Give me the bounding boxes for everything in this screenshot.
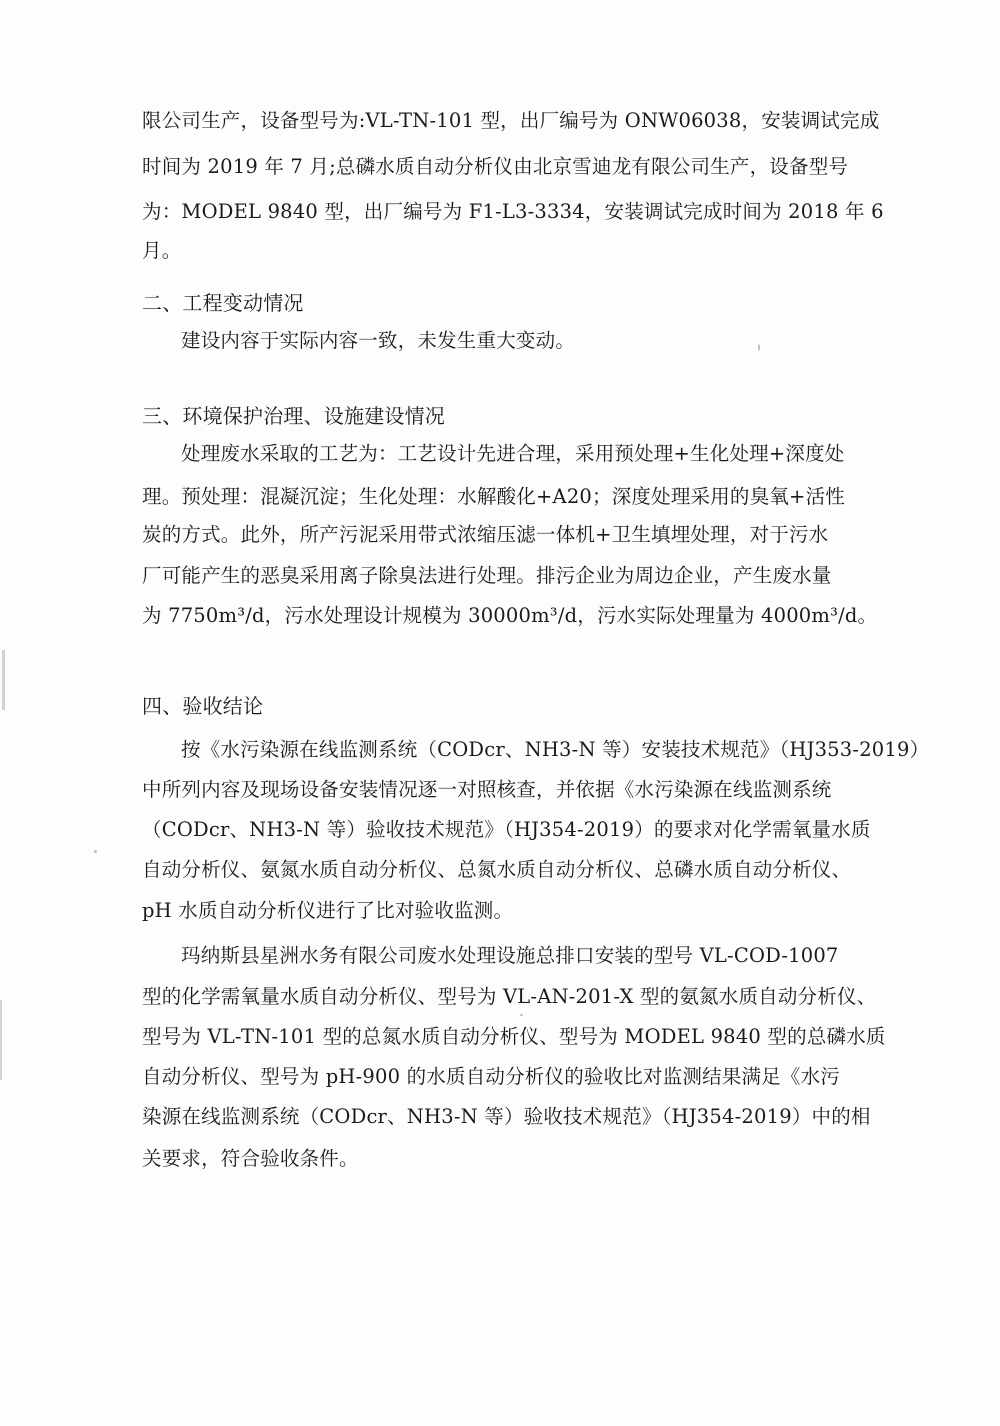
body-line: 限公司生产，设备型号为:VL-TN-101 型，出厂编号为 ONW06038，安装调试完成 <box>142 109 880 132</box>
body-line: 型号为 VL-TN-101 型的总氮水质自动分析仪、型号为 MODEL 9840 型的总磷水质 <box>142 1025 886 1048</box>
body-line: 按《水污染源在线监测系统（CODcr、NH3-N 等）安装技术规范》（HJ353-2019） <box>181 738 930 761</box>
body-line: pH 水质自动分析仪进行了比对验收监测。 <box>142 899 514 922</box>
scan-speck <box>520 1014 523 1016</box>
body-line: 厂可能产生的恶臭采用离子除臭法进行处理。排污企业为周边企业，产生废水量 <box>142 564 832 587</box>
section-heading: 三、环境保护治理、设施建设情况 <box>142 404 445 428</box>
body-line: （CODcr、NH3-N 等）验收技术规范》（HJ354-2019）的要求对化学需氧量水质 <box>142 818 871 841</box>
scan-speck <box>94 850 97 853</box>
body-line: 中所列内容及现场设备安装情况逐一对照核查，并依据《水污染源在线监测系统 <box>142 778 832 801</box>
body-line: 玛纳斯县星洲水务有限公司废水处理设施总排口安装的型号 VL-COD-1007 <box>181 944 839 967</box>
scan-edge-mark <box>2 650 5 710</box>
body-line: 为 7750m³/d，污水处理设计规模为 30000m³/d，污水实际处理量为 4000m³/d。 <box>142 604 878 627</box>
body-line: 建设内容于实际内容一致，未发生重大变动。 <box>181 329 576 352</box>
body-line: 型的化学需氧量水质自动分析仪、型号为 VL-AN-201-X 型的氨氮水质自动分析仪、 <box>142 985 877 1008</box>
section-heading: 二、工程变动情况 <box>142 291 304 315</box>
body-line: 月。 <box>142 239 182 262</box>
body-line: 关要求，符合验收条件。 <box>142 1147 359 1170</box>
body-line: 自动分析仪、型号为 pH-900 的水质自动分析仪的验收比对监测结果满足《水污 <box>142 1065 840 1088</box>
body-line: 时间为 2019 年 7 月;总磷水质自动分析仪由北京雪迪龙有限公司生产，设备型号 <box>142 155 849 178</box>
body-line: 为：MODEL 9840 型，出厂编号为 F1-L3-3334，安装调试完成时间为 2018 年 6 <box>142 200 884 223</box>
body-line: 处理废水采取的工艺为：工艺设计先进合理，采用预处理+生化处理+深度处 <box>181 442 845 465</box>
scan-edge-mark <box>0 1000 2 1080</box>
body-line: 理。预处理：混凝沉淀；生化处理：水解酸化+A20；深度处理采用的臭氧+活性 <box>142 485 845 508</box>
body-line: 染源在线监测系统（CODcr、NH3-N 等）验收技术规范》（HJ354-2019）中的相 <box>142 1105 871 1128</box>
scan-speck <box>758 344 760 351</box>
section-heading: 四、验收结论 <box>142 694 264 718</box>
body-line: 自动分析仪、氨氮水质自动分析仪、总氮水质自动分析仪、总磷水质自动分析仪、 <box>142 858 852 881</box>
body-line: 炭的方式。此外，所产污泥采用带式浓缩压滤一体机+卫生填埋处理，对于污水 <box>142 523 829 546</box>
